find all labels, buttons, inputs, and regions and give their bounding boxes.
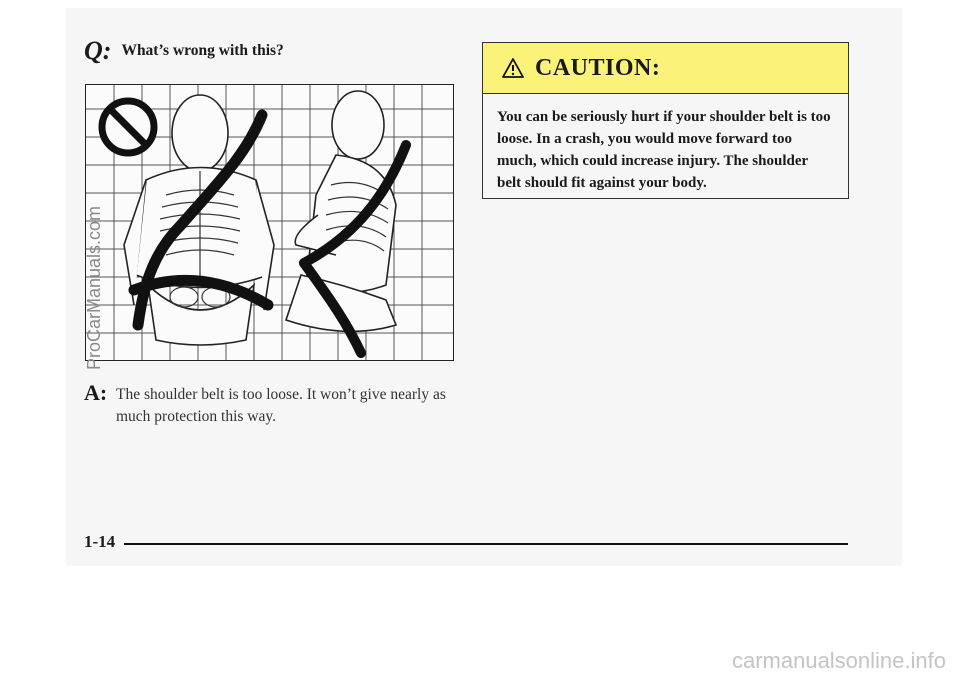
illustration-loose-belt (85, 84, 454, 361)
caution-header (483, 43, 848, 94)
site-watermark: carmanualsonline.info (731, 648, 946, 673)
caution-body: You can be seriously hurt if your shoulder belt is too loose. In a crash, you would move forward too much, which could increase injury. The shoulder belt should fit against your body. (497, 109, 831, 191)
caution-box (482, 42, 849, 199)
watermark: ProCarManuals.com (84, 205, 104, 370)
answer-prefix: A: (84, 380, 108, 405)
answer-text: The shoulder belt is too loose. It won’t give nearly as much protection this way. (116, 386, 446, 425)
footer-rule (124, 543, 848, 545)
question-text: What’s wrong with this? (121, 42, 284, 59)
warning-triangle-icon (501, 57, 525, 79)
question-prefix: Q: (84, 36, 112, 65)
question (84, 36, 284, 66)
page-number: 1-14 (84, 532, 116, 551)
caution-title: CAUTION: (535, 54, 661, 81)
prohibited-icon (102, 101, 154, 153)
answer (84, 380, 454, 428)
